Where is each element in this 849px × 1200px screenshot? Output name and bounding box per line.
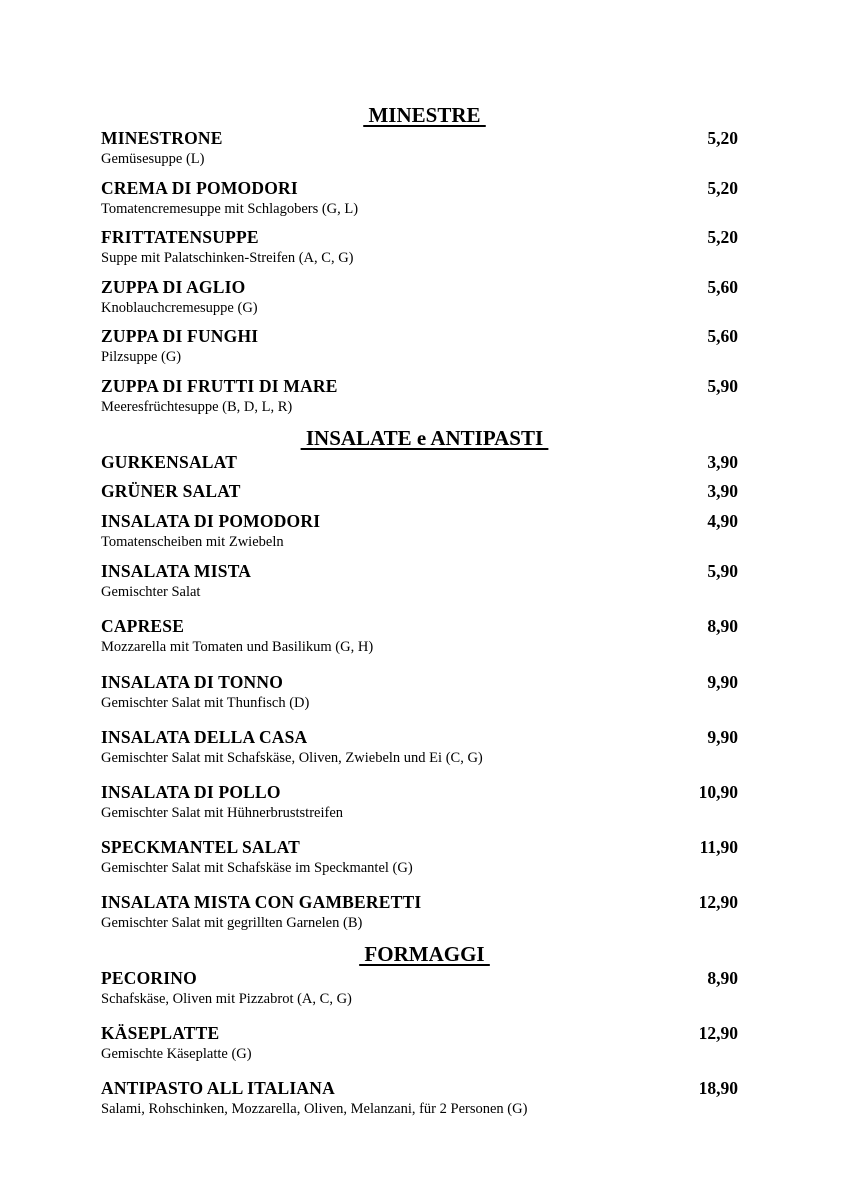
- menu-item: [101, 481, 741, 502]
- item-name: ANTIPASTO ALL ITALIANA: [101, 1078, 335, 1098]
- item-description: Gemischte Käseplatte (G): [101, 1046, 252, 1062]
- item-description: Knoblauchcremesuppe (G): [101, 300, 258, 316]
- item-price: 5,90: [707, 561, 738, 581]
- menu-item: [101, 892, 741, 933]
- item-name: CREMA DI POMODORI: [101, 178, 298, 198]
- menu-item: [101, 616, 741, 657]
- item-price: 5,60: [707, 277, 738, 297]
- item-name: CAPRESE: [101, 616, 185, 636]
- item-price: 4,90: [707, 511, 738, 531]
- item-description: Gemischter Salat mit gegrillten Garnelen (B): [101, 915, 363, 931]
- item-price: 5,90: [707, 376, 738, 396]
- item-name: ZUPPA DI FUNGHI: [101, 326, 259, 346]
- item-name: FRITTATENSUPPE: [101, 227, 259, 247]
- menu-item: [101, 511, 741, 552]
- item-price: 3,90: [707, 481, 738, 501]
- menu-item: [101, 782, 741, 823]
- item-description: Gemischter Salat mit Schafskäse im Speckmantel (G): [101, 860, 413, 876]
- item-description: Pilzsuppe (G): [101, 349, 182, 365]
- item-description: Suppe mit Palatschinken-Streifen (A, C, G): [101, 250, 354, 266]
- section-title-minestre: MINESTRE: [363, 103, 486, 127]
- item-description: Tomatenscheiben mit Zwiebeln: [101, 534, 284, 550]
- item-name: SPECKMANTEL SALAT: [101, 837, 301, 857]
- item-price: 9,90: [707, 672, 738, 692]
- item-name: GURKENSALAT: [101, 452, 238, 472]
- menu-item: [101, 561, 741, 602]
- item-description: Gemischter Salat mit Schafskäse, Oliven, Zwiebeln und Ei (C, G): [101, 750, 483, 766]
- item-name: ZUPPA DI FRUTTI DI MARE: [101, 376, 338, 396]
- menu-item: [101, 672, 741, 713]
- item-price: 8,90: [707, 616, 738, 636]
- item-name: INSALATA DI POLLO: [101, 782, 281, 802]
- item-price: 5,20: [707, 128, 738, 148]
- item-price: 11,90: [699, 837, 738, 857]
- menu-item: [101, 326, 741, 367]
- item-description: Mozzarella mit Tomaten und Basilikum (G, H): [101, 639, 374, 655]
- item-price: 12,90: [698, 892, 738, 912]
- menu-item: [101, 452, 741, 473]
- item-price: 5,20: [707, 178, 738, 198]
- item-description: Meeresfrüchtesuppe (B, D, L, R): [101, 399, 293, 415]
- item-description: Tomatencremesuppe mit Schlagobers (G, L): [101, 201, 359, 217]
- item-name: INSALATA MISTA: [101, 561, 252, 581]
- menu-item: [101, 1023, 741, 1064]
- item-name: GRÜNER SALAT: [101, 481, 241, 501]
- menu-item: [101, 837, 741, 878]
- item-description: Gemischter Salat: [101, 584, 201, 600]
- item-name: INSALATA MISTA CON GAMBERETTI: [101, 892, 422, 912]
- item-description: Schafskäse, Oliven mit Pizzabrot (A, C, G): [101, 991, 352, 1007]
- menu-item: [101, 178, 741, 219]
- item-name: PECORINO: [101, 968, 197, 988]
- item-name: KÄSEPLATTE: [101, 1023, 220, 1043]
- item-price: 5,60: [707, 326, 738, 346]
- item-name: MINESTRONE: [101, 128, 223, 148]
- menu-item: [101, 1078, 741, 1119]
- item-price: 9,90: [707, 727, 738, 747]
- item-price: 12,90: [698, 1023, 738, 1043]
- menu-item: [101, 376, 741, 417]
- item-description: Gemüsesuppe (L): [101, 151, 205, 167]
- section-title-formaggi: FORMAGGI: [359, 942, 490, 966]
- menu-item: [101, 128, 741, 169]
- item-price: 10,90: [698, 782, 738, 802]
- item-price: 18,90: [698, 1078, 738, 1098]
- item-name: ZUPPA DI AGLIO: [101, 277, 246, 297]
- item-price: 3,90: [707, 452, 738, 472]
- menu-item: [101, 968, 741, 1009]
- item-name: INSALATA DI TONNO: [101, 672, 284, 692]
- section-title-insalate-antipasti: INSALATE e ANTIPASTI: [300, 426, 549, 450]
- item-description: Salami, Rohschinken, Mozzarella, Oliven, Melanzani, für 2 Personen (G): [101, 1101, 528, 1117]
- item-price: 8,90: [707, 968, 738, 988]
- item-description: Gemischter Salat mit Thunfisch (D): [101, 695, 310, 711]
- item-description: Gemischter Salat mit Hühnerbruststreifen: [101, 805, 344, 821]
- menu-item: [101, 277, 741, 318]
- item-price: 5,20: [707, 227, 738, 247]
- menu-item: [101, 227, 741, 268]
- menu-item: [101, 727, 741, 768]
- item-name: INSALATA DI POMODORI: [101, 511, 321, 531]
- item-name: INSALATA DELLA CASA: [101, 727, 308, 747]
